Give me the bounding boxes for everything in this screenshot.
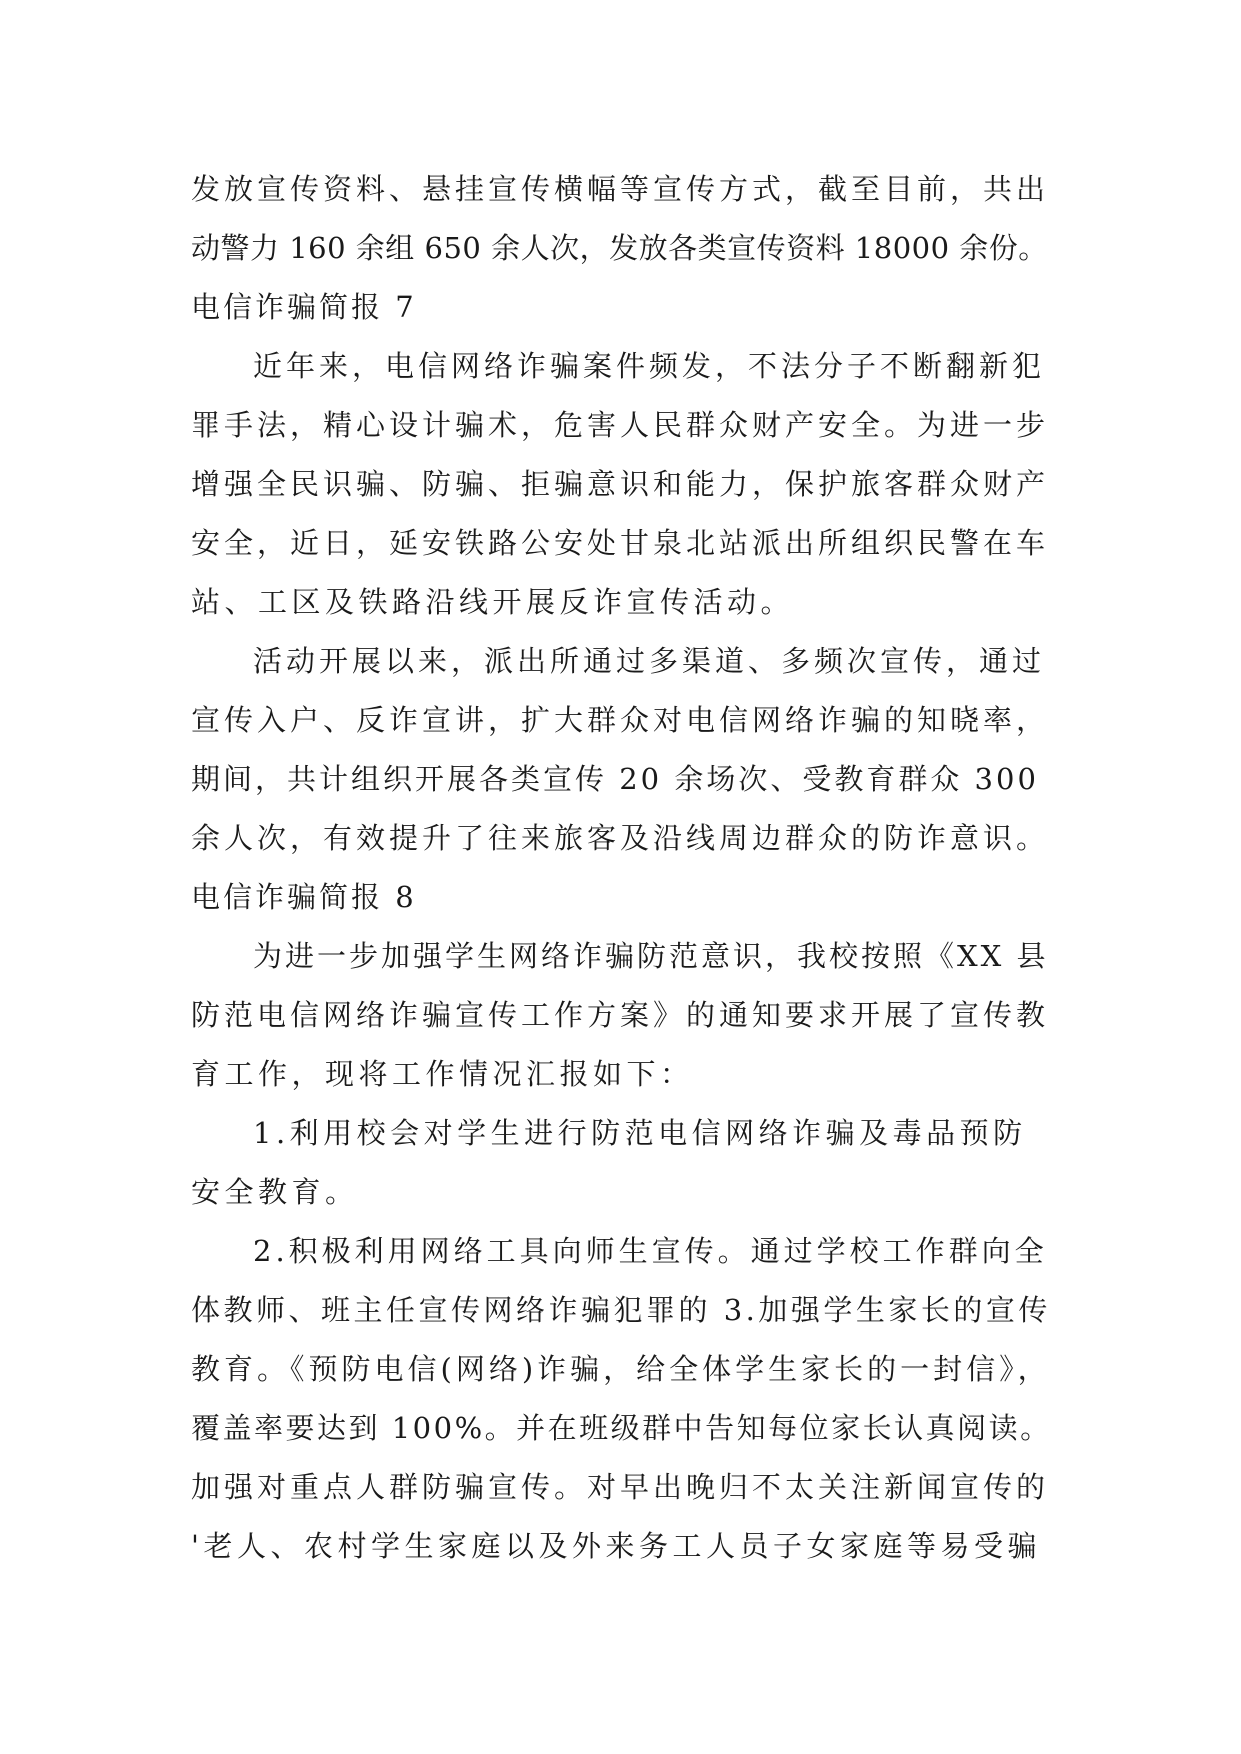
text-line: 宣传入户、反诈宣讲，扩大群众对电信网络诈骗的知晓率， bbox=[191, 703, 1050, 737]
text-line: 站、工区及铁路沿线开展反诈宣传活动。 bbox=[191, 585, 795, 619]
text-line: 余人次，有效提升了往来旅客及沿线周边群众的防诈意识。 bbox=[191, 821, 1050, 855]
section-heading: 电信诈骗简报 8 bbox=[191, 880, 417, 914]
text-line: 期间，共计组织开展各类宣传 20 余场次、受教育群众 300 bbox=[191, 762, 1039, 796]
text-line: '老人、农村学生家庭以及外来务工人员子女家庭等易受骗 bbox=[191, 1529, 1041, 1563]
text-line: 安全，近日，延安铁路公安处甘泉北站派出所组织民警在车 bbox=[191, 526, 1050, 560]
text-line: 育工作，现将工作情况汇报如下： bbox=[191, 1057, 694, 1091]
text-line: 覆盖率要达到 100%。并在班级群中告知每位家长认真阅读。 bbox=[191, 1411, 1052, 1445]
text-line: 1.利用校会对学生进行防范电信网络诈骗及毒品预防 bbox=[253, 1116, 1027, 1150]
text-line: 活动开展以来，派出所通过多渠道、多频次宣传，通过 bbox=[253, 644, 1046, 678]
text-line: 加强对重点人群防骗宣传。对早出晚归不太关注新闻宣传的 bbox=[191, 1470, 1050, 1504]
text-line: 安全教育。 bbox=[191, 1175, 359, 1209]
text-line: 近年来，电信网络诈骗案件频发，不法分子不断翻新犯 bbox=[253, 349, 1046, 383]
text-line: 体教师、班主任宣传网络诈骗犯罪的 3.加强学生家长的宣传 bbox=[191, 1293, 1051, 1327]
text-line: 为进一步加强学生网络诈骗防范意识，我校按照《XX 县 bbox=[253, 939, 1049, 973]
document-body bbox=[191, 160, 1053, 1576]
text-line: 发放宣传资料、悬挂宣传横幅等宣传方式，截至目前，共出 bbox=[191, 172, 1050, 206]
text-line: 增强全民识骗、防骗、拒骗意识和能力，保护旅客群众财产 bbox=[191, 467, 1050, 501]
text-line: 2.积极利用网络工具向师生宣传。通过学校工作群向全 bbox=[253, 1234, 1048, 1268]
text-line: 罪手法，精心设计骗术，危害人民群众财产安全。为进一步 bbox=[191, 408, 1050, 442]
section-heading: 电信诈骗简报 7 bbox=[191, 290, 417, 324]
text-line: 动警力 160 余组 650 余人次，发放各类宣传资料 18000 余份。 bbox=[191, 231, 1048, 265]
text-line: 教育。《预防电信(网络)诈骗，给全体学生家长的一封信》， bbox=[191, 1352, 1051, 1386]
text-line: 防范电信网络诈骗宣传工作方案》的通知要求开展了宣传教 bbox=[191, 998, 1050, 1032]
